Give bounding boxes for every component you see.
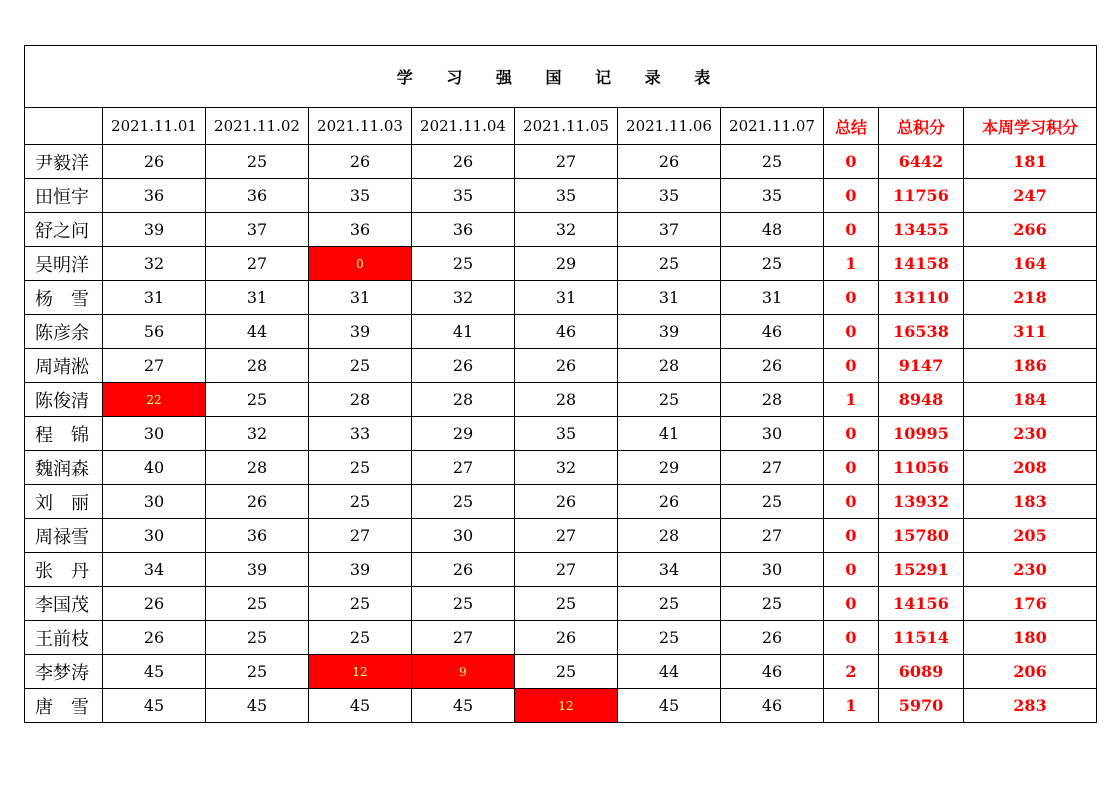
daily-score-cell[interactable]: 26 — [515, 621, 618, 655]
student-name-cell[interactable]: 吴明洋 — [25, 247, 103, 281]
daily-score-cell[interactable]: 25 — [412, 587, 515, 621]
daily-score-cell[interactable]: 22 — [103, 383, 206, 417]
daily-score-cell[interactable]: 27 — [721, 519, 824, 553]
daily-score-cell[interactable]: 26 — [309, 145, 412, 179]
student-name-cell[interactable]: 刘 丽 — [25, 485, 103, 519]
student-name-cell[interactable]: 程 锦 — [25, 417, 103, 451]
daily-score-cell[interactable]: 35 — [309, 179, 412, 213]
daily-score-cell[interactable]: 25 — [721, 485, 824, 519]
daily-score-cell[interactable]: 25 — [515, 655, 618, 689]
table-row — [25, 349, 1097, 383]
header-row — [25, 108, 1097, 145]
header-total[interactable]: 总积分 — [879, 108, 964, 145]
daily-score-cell[interactable]: 12 — [309, 655, 412, 689]
summary-cell[interactable]: 0 — [824, 485, 879, 519]
student-name-cell[interactable]: 陈俊清 — [25, 383, 103, 417]
daily-score-cell[interactable]: 25 — [309, 621, 412, 655]
week-score-cell[interactable]: 183 — [964, 485, 1097, 519]
daily-score-cell[interactable]: 25 — [618, 247, 721, 281]
daily-score-cell[interactable]: 31 — [721, 281, 824, 315]
daily-score-cell[interactable]: 48 — [721, 213, 824, 247]
table-row — [25, 553, 1097, 587]
table-row — [25, 417, 1097, 451]
daily-score-cell[interactable]: 31 — [103, 281, 206, 315]
daily-score-cell[interactable]: 27 — [103, 349, 206, 383]
daily-score-cell[interactable]: 26 — [412, 349, 515, 383]
daily-score-cell[interactable]: 45 — [412, 689, 515, 723]
daily-score-cell[interactable]: 30 — [721, 417, 824, 451]
daily-score-cell[interactable]: 27 — [309, 519, 412, 553]
daily-score-cell[interactable]: 39 — [618, 315, 721, 349]
header-week-total[interactable]: 本周学习积分 — [964, 108, 1097, 145]
student-name-cell[interactable]: 李国茂 — [25, 587, 103, 621]
daily-score-cell[interactable]: 32 — [412, 281, 515, 315]
week-score-cell[interactable]: 218 — [964, 281, 1097, 315]
daily-score-cell[interactable]: 46 — [515, 315, 618, 349]
week-score-cell[interactable]: 266 — [964, 213, 1097, 247]
daily-score-cell[interactable]: 34 — [103, 553, 206, 587]
total-score-cell[interactable]: 11514 — [879, 621, 964, 655]
daily-score-cell[interactable]: 25 — [206, 587, 309, 621]
summary-cell[interactable]: 0 — [824, 587, 879, 621]
table-row — [25, 519, 1097, 553]
daily-score-cell[interactable]: 37 — [206, 213, 309, 247]
summary-cell[interactable]: 0 — [824, 621, 879, 655]
week-score-cell[interactable]: 180 — [964, 621, 1097, 655]
daily-score-cell[interactable]: 25 — [412, 247, 515, 281]
summary-cell[interactable]: 1 — [824, 689, 879, 723]
header-date[interactable]: 2021.11.06 — [618, 108, 721, 145]
table-row — [25, 485, 1097, 519]
week-score-cell[interactable]: 206 — [964, 655, 1097, 689]
daily-score-cell[interactable]: 31 — [309, 281, 412, 315]
daily-score-cell[interactable]: 39 — [103, 213, 206, 247]
daily-score-cell[interactable]: 27 — [412, 621, 515, 655]
total-score-cell[interactable]: 13110 — [879, 281, 964, 315]
daily-score-cell[interactable]: 26 — [721, 349, 824, 383]
student-name-cell[interactable]: 李梦涛 — [25, 655, 103, 689]
daily-score-cell[interactable]: 41 — [618, 417, 721, 451]
daily-score-cell[interactable]: 35 — [515, 417, 618, 451]
daily-score-cell[interactable]: 46 — [721, 655, 824, 689]
daily-score-cell[interactable]: 26 — [103, 145, 206, 179]
daily-score-cell[interactable]: 39 — [206, 553, 309, 587]
header-date[interactable]: 2021.11.03 — [309, 108, 412, 145]
daily-score-cell[interactable]: 28 — [618, 519, 721, 553]
daily-score-cell[interactable]: 26 — [618, 145, 721, 179]
summary-cell[interactable]: 0 — [824, 179, 879, 213]
total-score-cell[interactable]: 14158 — [879, 247, 964, 281]
daily-score-cell[interactable]: 45 — [618, 689, 721, 723]
daily-score-cell[interactable]: 30 — [412, 519, 515, 553]
week-score-cell[interactable]: 208 — [964, 451, 1097, 485]
summary-cell[interactable]: 1 — [824, 383, 879, 417]
total-score-cell[interactable]: 6442 — [879, 145, 964, 179]
table-row — [25, 383, 1097, 417]
daily-score-cell[interactable]: 28 — [309, 383, 412, 417]
daily-score-cell[interactable]: 28 — [515, 383, 618, 417]
daily-score-cell[interactable]: 31 — [618, 281, 721, 315]
daily-score-cell[interactable]: 29 — [412, 417, 515, 451]
summary-cell[interactable]: 0 — [824, 315, 879, 349]
daily-score-cell[interactable]: 35 — [618, 179, 721, 213]
daily-score-cell[interactable]: 26 — [103, 621, 206, 655]
daily-score-cell[interactable]: 26 — [618, 485, 721, 519]
daily-score-cell[interactable]: 29 — [515, 247, 618, 281]
table-row — [25, 689, 1097, 723]
table-row — [25, 451, 1097, 485]
total-score-cell[interactable]: 13932 — [879, 485, 964, 519]
table-row — [25, 587, 1097, 621]
table-row — [25, 621, 1097, 655]
header-blank-cell[interactable] — [25, 108, 103, 145]
daily-score-cell[interactable]: 25 — [309, 485, 412, 519]
daily-score-cell[interactable]: 45 — [206, 689, 309, 723]
table-row — [25, 281, 1097, 315]
daily-score-cell[interactable]: 31 — [515, 281, 618, 315]
daily-score-cell[interactable]: 32 — [103, 247, 206, 281]
total-score-cell[interactable]: 10995 — [879, 417, 964, 451]
table-row — [25, 145, 1097, 179]
daily-score-cell[interactable]: 39 — [309, 553, 412, 587]
week-score-cell[interactable]: 311 — [964, 315, 1097, 349]
daily-score-cell[interactable]: 25 — [206, 655, 309, 689]
summary-cell[interactable]: 1 — [824, 247, 879, 281]
total-score-cell[interactable]: 8948 — [879, 383, 964, 417]
daily-score-cell[interactable]: 40 — [103, 451, 206, 485]
daily-score-cell[interactable]: 0 — [309, 247, 412, 281]
daily-score-cell[interactable]: 25 — [515, 587, 618, 621]
daily-score-cell[interactable]: 26 — [412, 553, 515, 587]
daily-score-cell[interactable]: 35 — [412, 179, 515, 213]
table-row — [25, 655, 1097, 689]
daily-score-cell[interactable]: 27 — [515, 553, 618, 587]
daily-score-cell[interactable]: 28 — [412, 383, 515, 417]
total-score-cell[interactable]: 6089 — [879, 655, 964, 689]
daily-score-cell[interactable]: 25 — [206, 621, 309, 655]
student-name-cell[interactable]: 杨 雪 — [25, 281, 103, 315]
record-table — [24, 45, 1097, 723]
total-score-cell[interactable]: 14156 — [879, 587, 964, 621]
daily-score-cell[interactable]: 35 — [721, 179, 824, 213]
sheet-title[interactable]: 学 习 强 国 记 录 表 — [25, 46, 1097, 108]
table-row — [25, 179, 1097, 213]
total-score-cell[interactable]: 15291 — [879, 553, 964, 587]
header-date[interactable]: 2021.11.04 — [412, 108, 515, 145]
daily-score-cell[interactable]: 34 — [618, 553, 721, 587]
table-row — [25, 213, 1097, 247]
daily-score-cell[interactable]: 32 — [206, 417, 309, 451]
summary-cell[interactable]: 0 — [824, 213, 879, 247]
daily-score-cell[interactable]: 25 — [618, 621, 721, 655]
daily-score-cell[interactable]: 26 — [103, 587, 206, 621]
daily-score-cell[interactable]: 30 — [103, 417, 206, 451]
daily-score-cell[interactable]: 32 — [515, 451, 618, 485]
week-score-cell[interactable]: 283 — [964, 689, 1097, 723]
daily-score-cell[interactable]: 27 — [515, 519, 618, 553]
header-summary[interactable]: 总结 — [824, 108, 879, 145]
week-score-cell[interactable]: 164 — [964, 247, 1097, 281]
summary-cell[interactable]: 0 — [824, 281, 879, 315]
student-name-cell[interactable]: 尹毅洋 — [25, 145, 103, 179]
daily-score-cell[interactable]: 46 — [721, 689, 824, 723]
daily-score-cell[interactable]: 37 — [618, 213, 721, 247]
student-name-cell[interactable]: 魏润森 — [25, 451, 103, 485]
total-score-cell[interactable]: 11756 — [879, 179, 964, 213]
daily-score-cell[interactable]: 25 — [721, 247, 824, 281]
week-score-cell[interactable]: 181 — [964, 145, 1097, 179]
total-score-cell[interactable]: 9147 — [879, 349, 964, 383]
daily-score-cell[interactable]: 44 — [618, 655, 721, 689]
daily-score-cell[interactable]: 29 — [618, 451, 721, 485]
week-score-cell[interactable]: 247 — [964, 179, 1097, 213]
summary-cell[interactable]: 0 — [824, 417, 879, 451]
header-date[interactable]: 2021.11.07 — [721, 108, 824, 145]
daily-score-cell[interactable]: 25 — [309, 451, 412, 485]
daily-score-cell[interactable]: 25 — [309, 349, 412, 383]
daily-score-cell[interactable]: 27 — [412, 451, 515, 485]
total-score-cell[interactable]: 11056 — [879, 451, 964, 485]
daily-score-cell[interactable]: 12 — [515, 689, 618, 723]
daily-score-cell[interactable]: 36 — [206, 519, 309, 553]
daily-score-cell[interactable]: 9 — [412, 655, 515, 689]
daily-score-cell[interactable]: 27 — [721, 451, 824, 485]
daily-score-cell[interactable]: 25 — [309, 587, 412, 621]
daily-score-cell[interactable]: 56 — [103, 315, 206, 349]
student-name-cell[interactable]: 唐 雪 — [25, 689, 103, 723]
week-score-cell[interactable]: 176 — [964, 587, 1097, 621]
daily-score-cell[interactable]: 26 — [206, 485, 309, 519]
daily-score-cell[interactable]: 36 — [206, 179, 309, 213]
daily-score-cell[interactable]: 27 — [206, 247, 309, 281]
daily-score-cell[interactable]: 25 — [721, 587, 824, 621]
summary-cell[interactable]: 2 — [824, 655, 879, 689]
header-date[interactable]: 2021.11.02 — [206, 108, 309, 145]
daily-score-cell[interactable]: 26 — [515, 349, 618, 383]
summary-cell[interactable]: 0 — [824, 145, 879, 179]
daily-score-cell[interactable]: 45 — [309, 689, 412, 723]
daily-score-cell[interactable]: 32 — [515, 213, 618, 247]
daily-score-cell[interactable]: 25 — [618, 587, 721, 621]
table-row — [25, 247, 1097, 281]
daily-score-cell[interactable]: 25 — [412, 485, 515, 519]
student-name-cell[interactable]: 田恒宇 — [25, 179, 103, 213]
daily-score-cell[interactable]: 39 — [309, 315, 412, 349]
student-name-cell[interactable]: 张 丹 — [25, 553, 103, 587]
daily-score-cell[interactable]: 28 — [721, 383, 824, 417]
student-name-cell[interactable]: 周禄雪 — [25, 519, 103, 553]
daily-score-cell[interactable]: 26 — [412, 145, 515, 179]
daily-score-cell[interactable]: 30 — [103, 519, 206, 553]
daily-score-cell[interactable]: 33 — [309, 417, 412, 451]
student-name-cell[interactable]: 陈彦余 — [25, 315, 103, 349]
summary-cell[interactable]: 0 — [824, 553, 879, 587]
daily-score-cell[interactable]: 41 — [412, 315, 515, 349]
total-score-cell[interactable]: 13455 — [879, 213, 964, 247]
daily-score-cell[interactable]: 36 — [412, 213, 515, 247]
table-row — [25, 315, 1097, 349]
daily-score-cell[interactable]: 25 — [618, 383, 721, 417]
week-score-cell[interactable]: 205 — [964, 519, 1097, 553]
daily-score-cell[interactable]: 25 — [721, 145, 824, 179]
week-score-cell[interactable]: 230 — [964, 553, 1097, 587]
daily-score-cell[interactable]: 45 — [103, 655, 206, 689]
header-date[interactable]: 2021.11.01 — [103, 108, 206, 145]
daily-score-cell[interactable]: 46 — [721, 315, 824, 349]
summary-cell[interactable]: 0 — [824, 519, 879, 553]
summary-cell[interactable]: 0 — [824, 349, 879, 383]
summary-cell[interactable]: 0 — [824, 451, 879, 485]
total-score-cell[interactable]: 15780 — [879, 519, 964, 553]
week-score-cell[interactable]: 186 — [964, 349, 1097, 383]
daily-score-cell[interactable]: 26 — [515, 485, 618, 519]
total-score-cell[interactable]: 5970 — [879, 689, 964, 723]
total-score-cell[interactable]: 16538 — [879, 315, 964, 349]
daily-score-cell[interactable]: 36 — [103, 179, 206, 213]
daily-score-cell[interactable]: 31 — [206, 281, 309, 315]
week-score-cell[interactable]: 184 — [964, 383, 1097, 417]
daily-score-cell[interactable]: 28 — [618, 349, 721, 383]
student-name-cell[interactable]: 周靖淞 — [25, 349, 103, 383]
daily-score-cell[interactable]: 25 — [206, 383, 309, 417]
daily-score-cell[interactable]: 36 — [309, 213, 412, 247]
daily-score-cell[interactable]: 28 — [206, 349, 309, 383]
daily-score-cell[interactable]: 25 — [206, 145, 309, 179]
week-score-cell[interactable]: 230 — [964, 417, 1097, 451]
daily-score-cell[interactable]: 45 — [103, 689, 206, 723]
student-name-cell[interactable]: 王前枝 — [25, 621, 103, 655]
daily-score-cell[interactable]: 35 — [515, 179, 618, 213]
daily-score-cell[interactable]: 44 — [206, 315, 309, 349]
daily-score-cell[interactable]: 28 — [206, 451, 309, 485]
daily-score-cell[interactable]: 26 — [721, 621, 824, 655]
daily-score-cell[interactable]: 30 — [103, 485, 206, 519]
student-name-cell[interactable]: 舒之问 — [25, 213, 103, 247]
daily-score-cell[interactable]: 27 — [515, 145, 618, 179]
header-date[interactable]: 2021.11.05 — [515, 108, 618, 145]
daily-score-cell[interactable]: 30 — [721, 553, 824, 587]
